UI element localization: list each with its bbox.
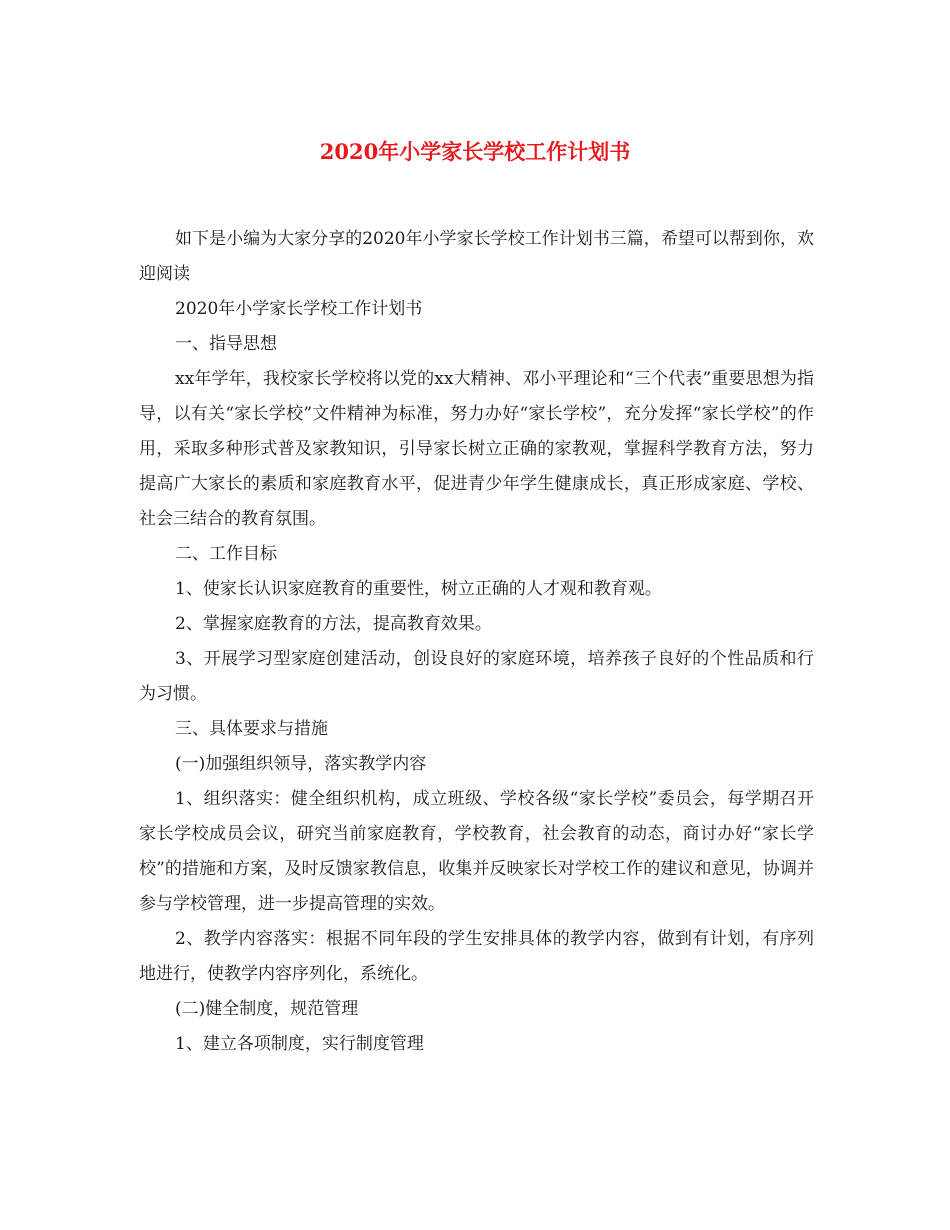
section-heading-guiding-thought: 一、指导思想 [175, 334, 277, 354]
subsection-heading-1: (一)加强组织领导，落实教学内容 [175, 754, 427, 774]
document-title: 2020年小学家长学校工作计划书 [319, 139, 631, 164]
section-heading-requirements: 三、具体要求与措施 [175, 719, 328, 739]
goal-item-3: 3、开展学习型家庭创建活动，创设良好的家庭环境，培养孩子良好的个性品质和行为习惯。 [139, 649, 814, 704]
measure-item-system: 1、建立各项制度，实行制度管理 [175, 1034, 424, 1054]
section-heading-work-goals: 二、工作目标 [175, 544, 277, 564]
measure-item-content: 2、教学内容落实：根据不同年段的学生安排具体的教学内容，做到有计划，有序列地进行，使教学内容序列化，系统化。 [139, 929, 814, 984]
goal-item-2: 2、掌握家庭教育的方法，提高教育效果。 [175, 614, 492, 634]
measure-item-organization: 1、组织落实：健全组织机构，成立班级、学校各级“家长学校”委员会，每学期召开家长学校成员会议，研究当前家庭教育，学校教育，社会教育的动态，商讨办好“家长学校”的措施和方案，及时反馈家教信息，收集并反映家长对学校工作的建议和意见，协调并参与学校管理，进一步提高管理的实效。 [139, 789, 814, 914]
subtitle-paragraph: 2020年小学家长学校工作计划书 [175, 299, 423, 319]
document-body [139, 222, 814, 1062]
goal-item-1: 1、使家长认识家庭教育的重要性，树立正确的人才观和教育观。 [175, 579, 662, 599]
subsection-heading-2: (二)健全制度，规范管理 [175, 999, 359, 1019]
intro-paragraph: 如下是小编为大家分享的2020年小学家长学校工作计划书三篇，希望可以帮到你，欢迎阅读 [139, 229, 814, 284]
guiding-thought-paragraph: xx年学年，我校家长学校将以党的xx大精神、邓小平理论和“三个代表”重要思想为指导，以有关“家长学校”文件精神为标准，努力办好“家长学校”，充分发挥“家长学校”的作用，采取多种形式普及家教知识，引导家长树立正确的家教观，掌握科学教育方法，努力提高广大家长的素质和家庭教育水平，促进青少年学生健康成长，真正形成家庭、学校、社会三结合的教育氛围。 [139, 369, 814, 529]
